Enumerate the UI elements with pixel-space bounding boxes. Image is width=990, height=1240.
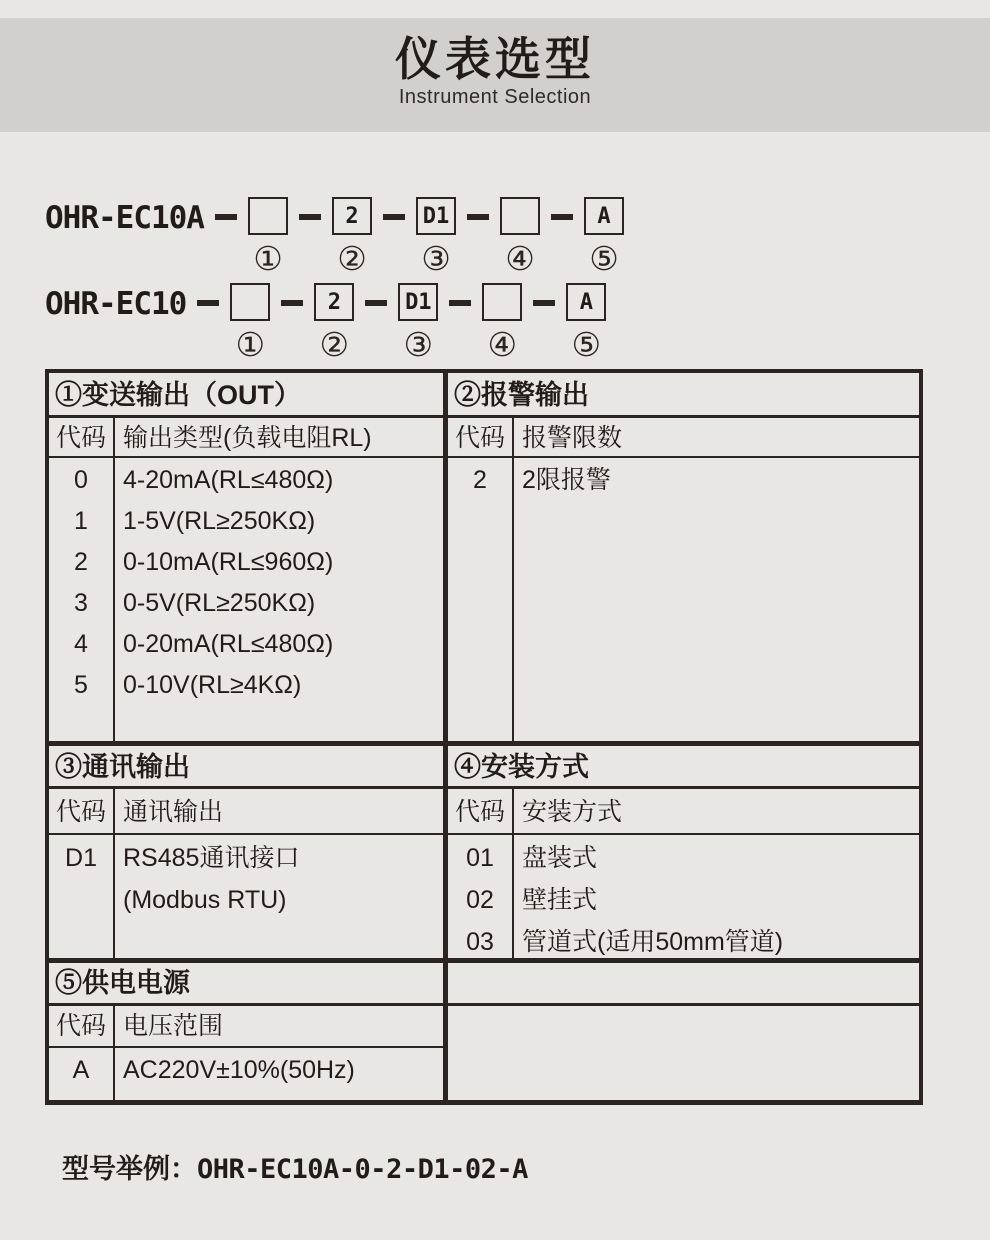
section4-codes xyxy=(448,835,514,958)
model-box-3: D1 xyxy=(398,283,438,321)
dash-separator xyxy=(551,214,573,220)
page-title: 仪表选型 xyxy=(395,33,595,85)
section-header-band-1-2 xyxy=(49,373,919,418)
section4-subheader xyxy=(443,789,919,835)
code-cell: 01 xyxy=(466,844,494,872)
position-circle-2: ② xyxy=(337,240,367,277)
section3-body xyxy=(49,835,443,963)
section2-col1-header: 代码 xyxy=(448,418,514,456)
section5-descriptions xyxy=(115,1048,443,1102)
section5-codes xyxy=(49,1048,115,1102)
section3-col2-header: 通讯输出 xyxy=(123,798,224,826)
page-subtitle: Instrument Selection xyxy=(398,85,592,108)
title-band xyxy=(0,18,990,132)
selection-table xyxy=(45,369,923,1105)
section5-col1-header: 代码 xyxy=(49,1006,115,1046)
position-circle-4: ④ xyxy=(505,240,535,277)
section1-col1-header: 代码 xyxy=(49,418,115,456)
bottom-band xyxy=(49,963,919,1100)
body-band-3-4 xyxy=(49,835,919,963)
section4-body xyxy=(443,835,919,963)
section1-col2-header: 输出类型(负载电阻RL) xyxy=(123,424,372,452)
dash-separator xyxy=(467,214,489,220)
section1-subheader xyxy=(49,418,443,458)
model-segment-1 xyxy=(248,197,288,275)
code-cell: 03 xyxy=(466,928,494,956)
model-row-ec10 xyxy=(45,283,606,361)
position-circle-1: ① xyxy=(253,240,283,277)
section1-title: ①变送输出（OUT） xyxy=(49,373,443,418)
model-box-1 xyxy=(248,197,288,235)
code-cell: 2 xyxy=(74,548,88,576)
dash-separator xyxy=(383,214,405,220)
model-segment-3 xyxy=(416,197,456,275)
bottom-right-empty xyxy=(443,963,919,1100)
model-box-5: A xyxy=(584,197,624,235)
section5-subheader xyxy=(49,1006,443,1048)
code-cell: 3 xyxy=(74,589,88,617)
position-circle-5: ⑤ xyxy=(589,240,619,277)
section2-title: ②报警输出 xyxy=(443,373,919,418)
empty-cell xyxy=(448,963,919,1006)
model-label: OHR-EC10A xyxy=(45,200,204,236)
section2-descriptions xyxy=(514,458,919,741)
code-cell: 1 xyxy=(74,507,88,535)
code-cell: 02 xyxy=(466,886,494,914)
section-header-band-3-4 xyxy=(49,746,919,789)
model-segment-2 xyxy=(314,283,354,361)
dash-separator xyxy=(215,214,237,220)
model-row-ec10a xyxy=(45,197,624,275)
dash-separator xyxy=(365,300,387,306)
code-cell: D1 xyxy=(65,844,97,872)
section3-title: ③通讯输出 xyxy=(49,746,443,789)
code-cell: 5 xyxy=(74,671,88,699)
model-example-label: 型号举例： xyxy=(62,1154,197,1184)
section4-descriptions xyxy=(514,835,919,958)
code-cell: 4 xyxy=(74,630,88,658)
desc-cell: 0-10mA(RL≤960Ω) xyxy=(123,548,334,576)
position-circle-3: ③ xyxy=(421,240,451,277)
section2-codes xyxy=(448,458,514,741)
section3-col1-header: 代码 xyxy=(49,789,115,833)
dash-separator xyxy=(299,214,321,220)
section4-col1-header: 代码 xyxy=(448,789,514,833)
desc-cell: 盘装式 xyxy=(522,844,598,872)
position-circle-3: ③ xyxy=(403,326,434,363)
dash-separator xyxy=(197,300,219,306)
model-segment-3 xyxy=(398,283,438,361)
model-example-value: OHR-EC10A-0-2-D1-02-A xyxy=(197,1154,528,1185)
empty-cell xyxy=(448,1006,919,1100)
desc-cell: (Modbus RTU) xyxy=(123,886,287,914)
position-circle-1: ① xyxy=(235,326,266,363)
section5-col2-header: 电压范围 xyxy=(123,1012,224,1040)
code-cell: 2 xyxy=(473,466,487,494)
desc-cell: 管道式(适用50mm管道) xyxy=(522,928,784,956)
section1-descriptions xyxy=(115,458,443,741)
section2-col2-header: 报警限数 xyxy=(522,424,623,452)
dash-separator xyxy=(449,300,471,306)
desc-cell: 2限报警 xyxy=(522,466,611,494)
desc-cell: 壁挂式 xyxy=(522,886,598,914)
section1-body xyxy=(49,458,443,746)
subheader-band-1-2 xyxy=(49,418,919,458)
desc-cell: 1-5V(RL≥250KΩ) xyxy=(123,507,316,535)
dash-separator xyxy=(281,300,303,306)
model-segment-5 xyxy=(584,197,624,275)
desc-cell: 0-5V(RL≥250KΩ) xyxy=(123,589,316,617)
position-circle-4: ④ xyxy=(487,326,518,363)
desc-cell: 4-20mA(RL≤480Ω) xyxy=(123,466,334,494)
section4-col2-header: 安装方式 xyxy=(522,798,623,826)
position-circle-5: ⑤ xyxy=(571,326,602,363)
section2-body xyxy=(443,458,919,746)
section3-descriptions xyxy=(115,835,443,958)
subheader-band-3-4 xyxy=(49,789,919,835)
body-band-1-2 xyxy=(49,458,919,746)
position-circle-2: ② xyxy=(319,326,350,363)
model-example xyxy=(62,1147,528,1186)
model-segment-5 xyxy=(566,283,606,361)
model-segment-1 xyxy=(230,283,270,361)
section5-body xyxy=(49,1048,443,1102)
section3-subheader xyxy=(49,789,443,835)
desc-cell: 0-10V(RL≥4KΩ) xyxy=(123,671,302,699)
section1-codes xyxy=(49,458,115,741)
model-box-3: D1 xyxy=(416,197,456,235)
section5-title: ⑤供电电源 xyxy=(49,963,443,1006)
model-box-4 xyxy=(500,197,540,235)
code-cell: 0 xyxy=(74,466,88,494)
model-box-5: A xyxy=(566,283,606,321)
model-segment-4 xyxy=(482,283,522,361)
model-label: OHR-EC10 xyxy=(45,286,187,322)
code-cell: A xyxy=(72,1056,90,1084)
model-box-2: 2 xyxy=(314,283,354,321)
model-box-2: 2 xyxy=(332,197,372,235)
section2-subheader xyxy=(443,418,919,458)
model-segment-2 xyxy=(332,197,372,275)
model-box-1 xyxy=(230,283,270,321)
model-segment-4 xyxy=(500,197,540,275)
desc-cell: RS485通讯接口 xyxy=(123,844,300,872)
dash-separator xyxy=(533,300,555,306)
section5-stack xyxy=(49,963,443,1100)
desc-cell: AC220V±10%(50Hz) xyxy=(123,1056,355,1084)
model-box-4 xyxy=(482,283,522,321)
section4-title: ④安装方式 xyxy=(443,746,919,789)
section3-codes xyxy=(49,835,115,958)
desc-cell: 0-20mA(RL≤480Ω) xyxy=(123,630,334,658)
